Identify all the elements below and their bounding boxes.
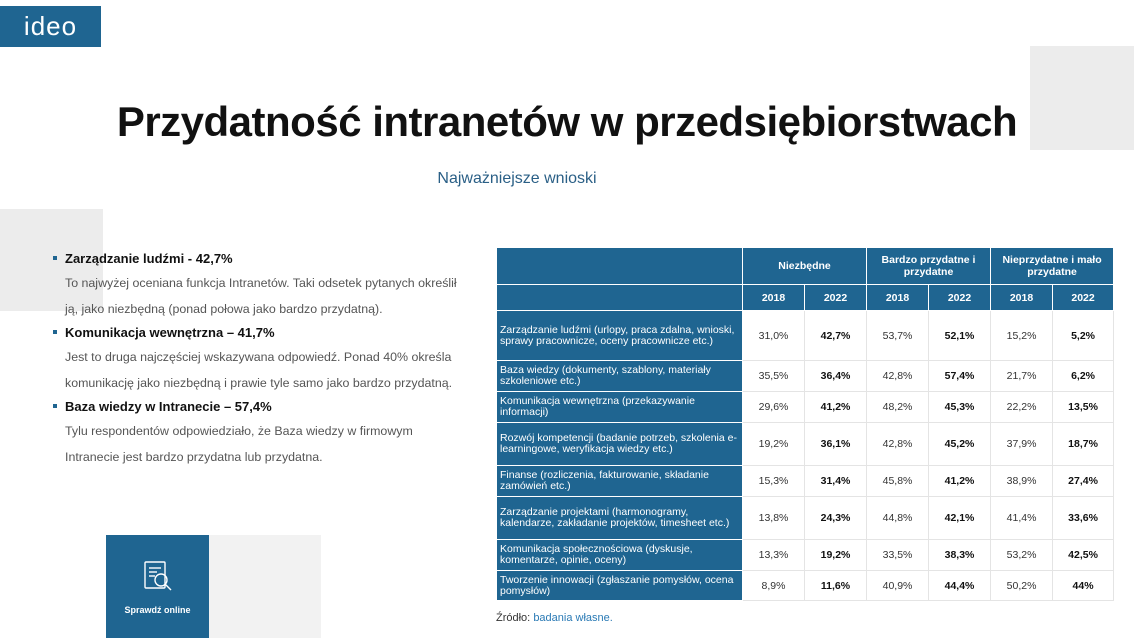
table-corner: [497, 248, 743, 285]
row-label: Komunikacja społecznościowa (dyskusje, komentarze, opinie, oceny): [497, 540, 743, 571]
cell-value: 22,2%: [991, 392, 1053, 423]
table-row: [497, 423, 1114, 466]
table-row: [497, 392, 1114, 423]
key-findings-list: [53, 248, 463, 470]
column-group-header: Nieprzydatne i mało przydatne: [991, 248, 1114, 285]
finding-heading: Baza wiedzy w Intranecie – 57,4%: [65, 396, 463, 418]
source-link[interactable]: badania własne.: [533, 612, 613, 624]
year-header: 2018: [867, 285, 929, 311]
cell-value: 35,5%: [743, 361, 805, 392]
year-header: 2018: [991, 285, 1053, 311]
decor-square-bottom: [209, 535, 321, 638]
cell-value: 31,0%: [743, 311, 805, 361]
cell-value: 40,9%: [867, 571, 929, 601]
cell-value: 38,9%: [991, 466, 1053, 497]
cell-value: 57,4%: [929, 361, 991, 392]
table-corner: [497, 285, 743, 311]
row-label: Finanse (rozliczenia, fakturowanie, składanie zamówień etc.): [497, 466, 743, 497]
ideo-logo[interactable]: ideo: [0, 6, 101, 47]
cell-value: 41,2%: [805, 392, 867, 423]
row-label: Rozwój kompetencji (badanie potrzeb, szkolenia e-learningowe, weryfikacja wiedzy etc.): [497, 423, 743, 466]
row-label: Zarządzanie projektami (harmonogramy, kalendarze, zakładanie projektów, timesheet etc.): [497, 497, 743, 540]
check-online-label: Sprawdź online: [124, 605, 191, 615]
cell-value: 31,4%: [805, 466, 867, 497]
table-row: [497, 540, 1114, 571]
cell-value: 13,3%: [743, 540, 805, 571]
cell-value: 33,5%: [867, 540, 929, 571]
cell-value: 38,3%: [929, 540, 991, 571]
table-row: [497, 311, 1114, 361]
cell-value: 15,3%: [743, 466, 805, 497]
cell-value: 45,2%: [929, 423, 991, 466]
cell-value: 52,1%: [929, 311, 991, 361]
usefulness-table: [496, 247, 1114, 601]
cell-value: 19,2%: [805, 540, 867, 571]
cell-value: 36,1%: [805, 423, 867, 466]
finding-text: To najwyżej oceniana funkcja Intranetów. Taki odsetek pytanych określił ją, jako niezbędną (ponad połowa jako bardzo przydatną).: [65, 276, 457, 316]
row-label: Baza wiedzy (dokumenty, szablony, materiały szkoleniowe etc.): [497, 361, 743, 392]
finding-heading: Zarządzanie ludźmi - 42,7%: [65, 248, 463, 270]
finding-text: Tylu respondentów odpowiedziało, że Baza wiedzy w firmowym Intranecie jest bardzo przydatna lub przydatna.: [65, 424, 413, 464]
cell-value: 33,6%: [1053, 497, 1114, 540]
cell-value: 45,8%: [867, 466, 929, 497]
cell-value: 50,2%: [991, 571, 1053, 601]
table-row: [497, 361, 1114, 392]
cell-value: 19,2%: [743, 423, 805, 466]
cell-value: 42,8%: [867, 423, 929, 466]
cell-value: 44,8%: [867, 497, 929, 540]
table-row: [497, 466, 1114, 497]
source-note: [496, 612, 613, 624]
cell-value: 18,7%: [1053, 423, 1114, 466]
check-online-button[interactable]: [106, 535, 209, 638]
year-header: 2022: [929, 285, 991, 311]
cell-value: 53,7%: [867, 311, 929, 361]
cell-value: 41,4%: [991, 497, 1053, 540]
cell-value: 36,4%: [805, 361, 867, 392]
cell-value: 42,8%: [867, 361, 929, 392]
finding-item: [53, 322, 463, 396]
row-label: Tworzenie innowacji (zgłaszanie pomysłów, ocena pomysłów): [497, 571, 743, 601]
cell-value: 27,4%: [1053, 466, 1114, 497]
cell-value: 42,1%: [929, 497, 991, 540]
search-document-icon: [143, 560, 173, 594]
finding-heading: Komunikacja wewnętrzna – 41,7%: [65, 322, 463, 344]
cell-value: 6,2%: [1053, 361, 1114, 392]
cell-value: 21,7%: [991, 361, 1053, 392]
year-header: 2022: [805, 285, 867, 311]
row-label: Zarządzanie ludźmi (urlopy, praca zdalna, wnioski, sprawy pracownicze, oceny pracownicze etc.): [497, 311, 743, 361]
cell-value: 13,5%: [1053, 392, 1114, 423]
column-group-header: Bardzo przydatne i przydatne: [867, 248, 991, 285]
cell-value: 48,2%: [867, 392, 929, 423]
cell-value: 8,9%: [743, 571, 805, 601]
cell-value: 42,5%: [1053, 540, 1114, 571]
cell-value: 45,3%: [929, 392, 991, 423]
table-row: [497, 571, 1114, 601]
cell-value: 11,6%: [805, 571, 867, 601]
cell-value: 44,4%: [929, 571, 991, 601]
cell-value: 41,2%: [929, 466, 991, 497]
finding-item: [53, 396, 463, 470]
cell-value: 29,6%: [743, 392, 805, 423]
row-label: Komunikacja wewnętrzna (przekazywanie informacji): [497, 392, 743, 423]
page-title: Przydatność intranetów w przedsiębiorstwach: [116, 98, 1018, 145]
finding-text: Jest to druga najczęściej wskazywana odpowiedź. Ponad 40% określa komunikację jako niezbędną i prawie tyle samo jako bardzo przydatną.: [65, 350, 453, 390]
cell-value: 13,8%: [743, 497, 805, 540]
cell-value: 5,2%: [1053, 311, 1114, 361]
table-row: [497, 497, 1114, 540]
year-header: 2018: [743, 285, 805, 311]
cell-value: 42,7%: [805, 311, 867, 361]
cell-value: 44%: [1053, 571, 1114, 601]
cell-value: 15,2%: [991, 311, 1053, 361]
cell-value: 53,2%: [991, 540, 1053, 571]
column-group-header: Niezbędne: [743, 248, 867, 285]
source-prefix: Źródło:: [496, 612, 531, 624]
finding-item: [53, 248, 463, 322]
year-header: 2022: [1053, 285, 1114, 311]
cell-value: 37,9%: [991, 423, 1053, 466]
cell-value: 24,3%: [805, 497, 867, 540]
page-subtitle: Najważniejsze wnioski: [437, 170, 597, 187]
